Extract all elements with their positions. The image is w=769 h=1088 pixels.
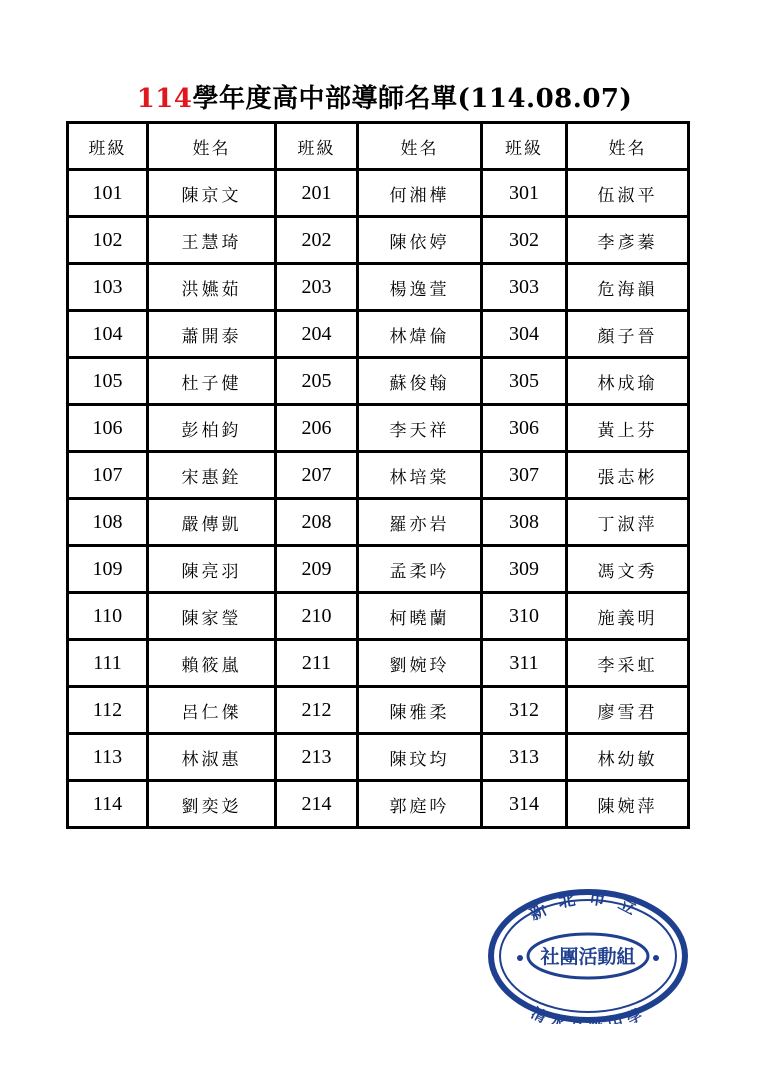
organization-stamp bbox=[486, 882, 690, 1024]
class-number-cell: 109 bbox=[68, 546, 148, 593]
class-number-cell: 104 bbox=[68, 311, 148, 358]
column-header-class: 班級 bbox=[68, 123, 148, 170]
class-number-cell: 309 bbox=[482, 546, 567, 593]
class-number-cell: 308 bbox=[482, 499, 567, 546]
table-row bbox=[68, 687, 689, 734]
teacher-name-cell: 劉奕彣 bbox=[148, 781, 276, 828]
teacher-name-cell: 顏子晉 bbox=[567, 311, 689, 358]
class-number-cell: 205 bbox=[276, 358, 358, 405]
teacher-name-cell: 宋惠銓 bbox=[148, 452, 276, 499]
teacher-name-cell: 何湘樺 bbox=[358, 170, 482, 217]
class-number-cell: 311 bbox=[482, 640, 567, 687]
homeroom-teacher-table bbox=[66, 121, 690, 829]
class-number-cell: 207 bbox=[276, 452, 358, 499]
table-row bbox=[68, 217, 689, 264]
class-number-cell: 204 bbox=[276, 311, 358, 358]
class-number-cell: 102 bbox=[68, 217, 148, 264]
teacher-name-cell: 賴筱嵐 bbox=[148, 640, 276, 687]
table-row bbox=[68, 546, 689, 593]
class-number-cell: 114 bbox=[68, 781, 148, 828]
table-row bbox=[68, 170, 689, 217]
class-number-cell: 313 bbox=[482, 734, 567, 781]
column-header-class: 班級 bbox=[276, 123, 358, 170]
column-header-name: 姓名 bbox=[567, 123, 689, 170]
teacher-name-cell: 羅亦岩 bbox=[358, 499, 482, 546]
teacher-name-cell: 伍淑平 bbox=[567, 170, 689, 217]
class-number-cell: 301 bbox=[482, 170, 567, 217]
teacher-name-cell: 陳亮羽 bbox=[148, 546, 276, 593]
stamp-top-text: 新北市立 bbox=[526, 888, 650, 925]
class-number-cell: 314 bbox=[482, 781, 567, 828]
class-number-cell: 213 bbox=[276, 734, 358, 781]
teacher-name-cell: 彭柏鈞 bbox=[148, 405, 276, 452]
table-row bbox=[68, 358, 689, 405]
title-text: 學年度高中部導師名單(114.08.07) bbox=[192, 84, 633, 114]
column-header-class: 班級 bbox=[482, 123, 567, 170]
title-year: 114 bbox=[136, 84, 193, 114]
class-number-cell: 101 bbox=[68, 170, 148, 217]
class-number-cell: 103 bbox=[68, 264, 148, 311]
teacher-name-cell: 馮文秀 bbox=[567, 546, 689, 593]
teacher-name-cell: 張志彬 bbox=[567, 452, 689, 499]
table-header-row bbox=[68, 123, 689, 170]
class-number-cell: 306 bbox=[482, 405, 567, 452]
teacher-name-cell: 林成瑜 bbox=[567, 358, 689, 405]
teacher-name-cell: 陳婉萍 bbox=[567, 781, 689, 828]
teacher-name-cell: 林培棠 bbox=[358, 452, 482, 499]
teacher-name-cell: 陳京文 bbox=[148, 170, 276, 217]
class-number-cell: 310 bbox=[482, 593, 567, 640]
class-number-cell: 206 bbox=[276, 405, 358, 452]
class-number-cell: 113 bbox=[68, 734, 148, 781]
class-number-cell: 307 bbox=[482, 452, 567, 499]
table-body bbox=[68, 170, 689, 828]
column-header-name: 姓名 bbox=[148, 123, 276, 170]
class-number-cell: 211 bbox=[276, 640, 358, 687]
teacher-name-cell: 危海韻 bbox=[567, 264, 689, 311]
page-title bbox=[0, 78, 769, 115]
teacher-name-cell: 杜子健 bbox=[148, 358, 276, 405]
teacher-name-cell: 林淑惠 bbox=[148, 734, 276, 781]
teacher-name-cell: 丁淑萍 bbox=[567, 499, 689, 546]
stamp-center-text: 社團活動組 bbox=[540, 946, 636, 968]
teacher-name-cell: 柯曉蘭 bbox=[358, 593, 482, 640]
teacher-name-cell: 王慧琦 bbox=[148, 217, 276, 264]
teacher-name-cell: 呂仁傑 bbox=[148, 687, 276, 734]
class-number-cell: 208 bbox=[276, 499, 358, 546]
table-row bbox=[68, 264, 689, 311]
class-number-cell: 202 bbox=[276, 217, 358, 264]
teacher-name-cell: 陳依婷 bbox=[358, 217, 482, 264]
table-row bbox=[68, 640, 689, 687]
table-row bbox=[68, 405, 689, 452]
teacher-name-cell: 劉婉玲 bbox=[358, 640, 482, 687]
table-row bbox=[68, 452, 689, 499]
table-row bbox=[68, 499, 689, 546]
class-number-cell: 312 bbox=[482, 687, 567, 734]
class-number-cell: 210 bbox=[276, 593, 358, 640]
teacher-name-cell: 林煒倫 bbox=[358, 311, 482, 358]
teacher-name-cell: 楊逸萱 bbox=[358, 264, 482, 311]
class-number-cell: 209 bbox=[276, 546, 358, 593]
class-number-cell: 108 bbox=[68, 499, 148, 546]
table-row bbox=[68, 593, 689, 640]
teacher-name-cell: 陳玟均 bbox=[358, 734, 482, 781]
teacher-name-cell: 嚴傳凱 bbox=[148, 499, 276, 546]
class-number-cell: 107 bbox=[68, 452, 148, 499]
class-number-cell: 111 bbox=[68, 640, 148, 687]
teacher-name-cell: 李采虹 bbox=[567, 640, 689, 687]
class-number-cell: 212 bbox=[276, 687, 358, 734]
class-number-cell: 305 bbox=[482, 358, 567, 405]
class-number-cell: 303 bbox=[482, 264, 567, 311]
table-row bbox=[68, 781, 689, 828]
teacher-name-cell: 陳雅柔 bbox=[358, 687, 482, 734]
teacher-name-cell: 施義明 bbox=[567, 593, 689, 640]
class-number-cell: 106 bbox=[68, 405, 148, 452]
class-number-cell: 304 bbox=[482, 311, 567, 358]
teacher-name-cell: 林幼敏 bbox=[567, 734, 689, 781]
teacher-name-cell: 李天祥 bbox=[358, 405, 482, 452]
teacher-name-cell: 孟柔吟 bbox=[358, 546, 482, 593]
table-row bbox=[68, 734, 689, 781]
teacher-name-cell: 蕭開泰 bbox=[148, 311, 276, 358]
teacher-name-cell: 洪嬿茹 bbox=[148, 264, 276, 311]
teacher-name-cell: 李彥蓁 bbox=[567, 217, 689, 264]
class-number-cell: 302 bbox=[482, 217, 567, 264]
table-row bbox=[68, 311, 689, 358]
column-header-name: 姓名 bbox=[358, 123, 482, 170]
class-number-cell: 214 bbox=[276, 781, 358, 828]
teacher-name-cell: 郭庭吟 bbox=[358, 781, 482, 828]
teacher-name-cell: 陳家瑩 bbox=[148, 593, 276, 640]
teacher-name-cell: 黃上芬 bbox=[567, 405, 689, 452]
class-number-cell: 110 bbox=[68, 593, 148, 640]
class-number-cell: 112 bbox=[68, 687, 148, 734]
class-number-cell: 201 bbox=[276, 170, 358, 217]
class-number-cell: 105 bbox=[68, 358, 148, 405]
teacher-name-cell: 廖雪君 bbox=[567, 687, 689, 734]
class-number-cell: 203 bbox=[276, 264, 358, 311]
teacher-name-cell: 蘇俊翰 bbox=[358, 358, 482, 405]
stamp-bottom-text: 清水 中學 bbox=[528, 1003, 648, 1024]
